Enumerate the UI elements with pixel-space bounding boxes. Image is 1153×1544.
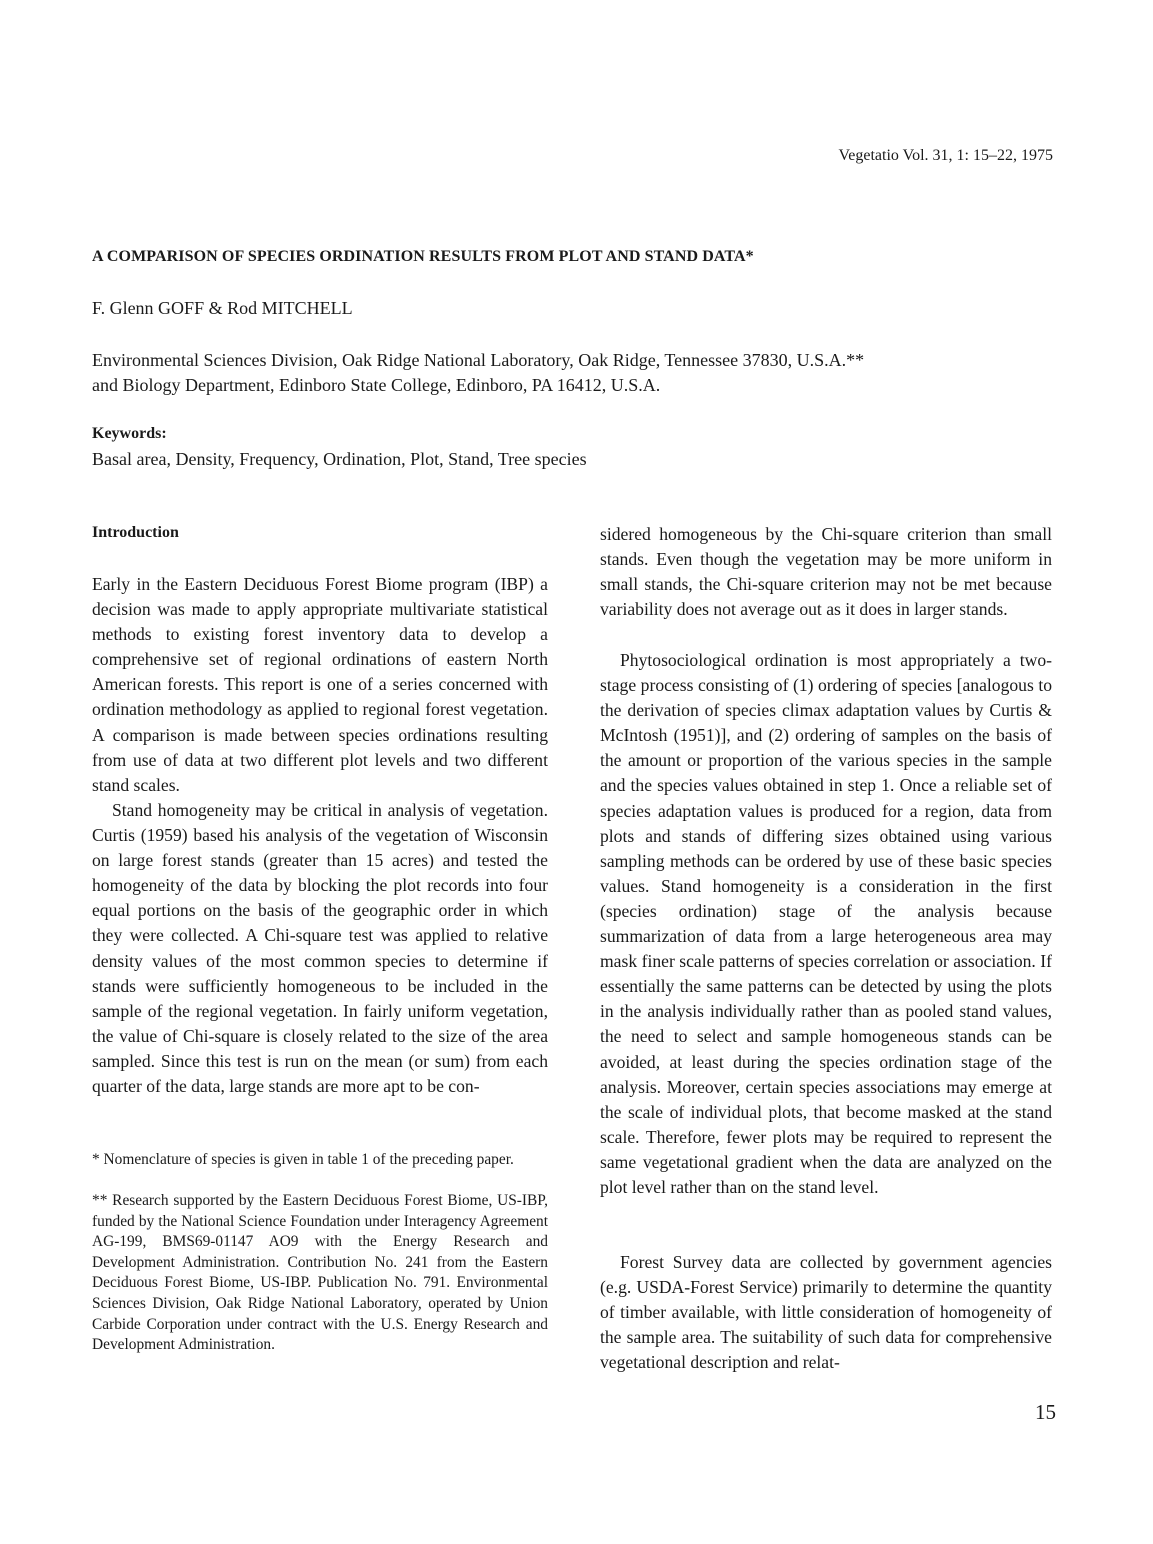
body-paragraph: Early in the Eastern Deciduous Forest Biome program (IBP) a decision was made to apply appropriate multivariate statistical methods to existing forest inventory data to develop a comprehensive set of regional ordinations of eastern North American forests. This report is one of a series concerned with ordination methodology as applied to regional forest vegetation. A comparison is made between species ordinations resulting from use of data at two different plot levels and two different stand scales.: [92, 574, 548, 795]
body-paragraph: Forest Survey data are collected by government agencies (e.g. USDA-Forest Service) primarily to determine the quantity of timber available, with little consideration of homogeneity of the sample area. The suitability of such data for comprehensive vegetational description and relat-: [600, 1252, 1052, 1373]
body-paragraph: Phytosociological ordination is most appropriately a two-stage process consisting of (1) ordering of species [analogous to the derivation of species climax adaptation values by Curtis & McIntosh (1951)], and (2) ordering of samples on the basis of the amount or proportion of the various species in the sample and the species values obtained in step 1. Once a reliable set of species adaptation values is produced for a region, data from plots and stands of differing sizes obtained using various sampling methods can be ordered by use of these basic species values. Stand homogeneity is a consideration in the first (species ordination) stage of the analysis because summarization of data from a large heterogeneous area may mask finer scale patterns of species correlation or association. If essentially the same patterns can be detected by using the plots in the analysis individually rather than as pooled stand values, the need to select and sample homogeneous stands can be avoided, at least during the species ordination stage of the analysis. Moreover, certain species associations may emerge at the scale of individual plots, that become masked at the stand scale. Therefore, fewer plots may be required to represent the same vegetational gradient when the data are analyzed on the plot level rather than on the stand level.: [600, 650, 1052, 1197]
journal-citation: Vegetatio Vol. 31, 1: 15–22, 1975: [838, 147, 1053, 164]
affiliation-2: and Biology Department, Edinboro State College, Edinboro, PA 16412, U.S.A.: [92, 375, 661, 395]
article-authors: F. Glenn GOFF & Rod MITCHELL: [92, 298, 353, 318]
footnote-1: * Nomenclature of species is given in table 1 of the preceding paper.: [92, 1151, 514, 1168]
affiliation-1: Environmental Sciences Division, Oak Ridge National Laboratory, Oak Ridge, Tennessee 37830, U.S.A.**: [92, 350, 865, 370]
article-title: A COMPARISON OF SPECIES ORDINATION RESULTS FROM PLOT AND STAND DATA*: [92, 248, 754, 265]
body-paragraph: Stand homogeneity may be critical in analysis of vegetation. Curtis (1959) based his analysis of the vegetation of Wisconsin on large forest stands (greater than 15 acres) and tested the homogeneity of the data by blocking the plot records into four equal portions on the basis of the geographic order in which they were collected. A Chi-square test was applied to relative density values of the most common species to determine if stands were sufficiently homogeneous to be included in the sample of the regional vegetation. In fairly uniform vegetation, the value of Chi-square is closely related to the size of the area sampled. Since this test is run on the mean (or sum) from each quarter of the data, large stands are more apt to be con-: [92, 800, 548, 1097]
section-heading: Introduction: [92, 524, 179, 541]
footnote-2: ** Research supported by the Eastern Deciduous Forest Biome, US-IBP, funded by the National Science Foundation under Interagency Agreement AG-199, BMS69-01147 AO9 with the Energy Research and Development Administration. Contribution No. 241 from the Eastern Deciduous Forest Biome, US-IBP. Publication No. 791. Environmental Sciences Division, Oak Ridge National Laboratory, operated by Union Carbide Corporation under contract with the U.S. Energy Research and Development Administration.: [92, 1192, 548, 1354]
keywords-label: Keywords:: [92, 425, 167, 442]
page-number: 15: [1035, 1400, 1056, 1424]
body-paragraph: sidered homogeneous by the Chi-square criterion than small stands. Even though the vegetation may be more uniform in small stands, the Chi-square criterion may not be met because variability does not average out as it does in larger stands.: [600, 524, 1052, 620]
keywords-list: Basal area, Density, Frequency, Ordination, Plot, Stand, Tree species: [92, 449, 587, 469]
affiliations: [92, 348, 864, 398]
